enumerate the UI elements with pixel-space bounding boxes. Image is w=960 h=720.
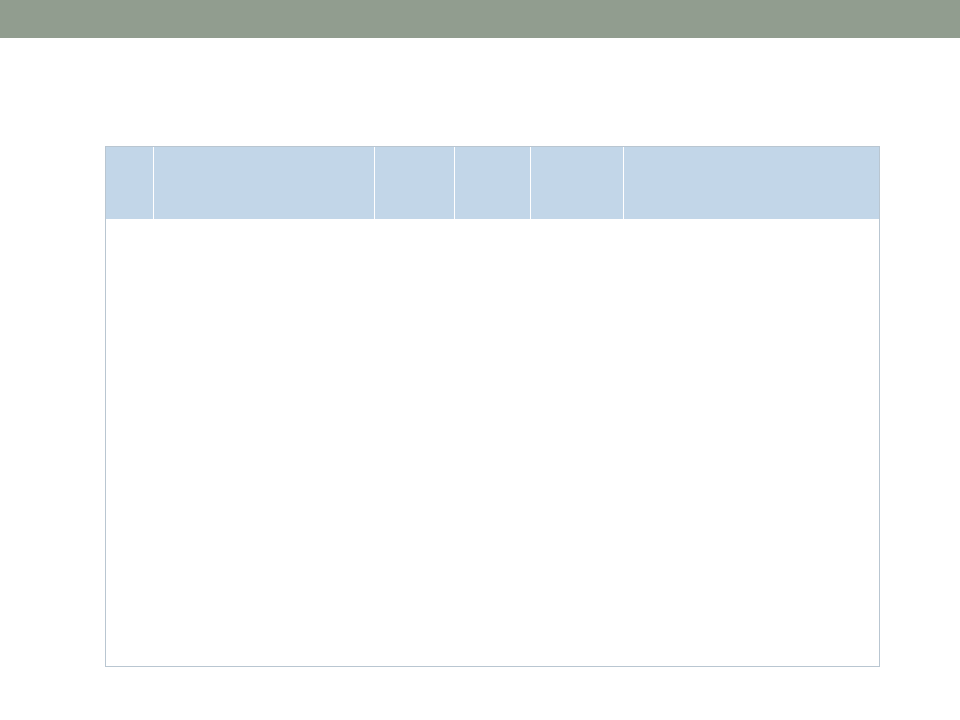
header-end[interactable] (455, 147, 531, 219)
header-task[interactable] (154, 147, 375, 219)
header-id-column (106, 147, 154, 219)
table-header (106, 147, 879, 219)
gantt-table (105, 146, 880, 667)
top-banner (0, 0, 960, 38)
header-dur[interactable] (531, 147, 624, 219)
header-start[interactable] (375, 147, 455, 219)
